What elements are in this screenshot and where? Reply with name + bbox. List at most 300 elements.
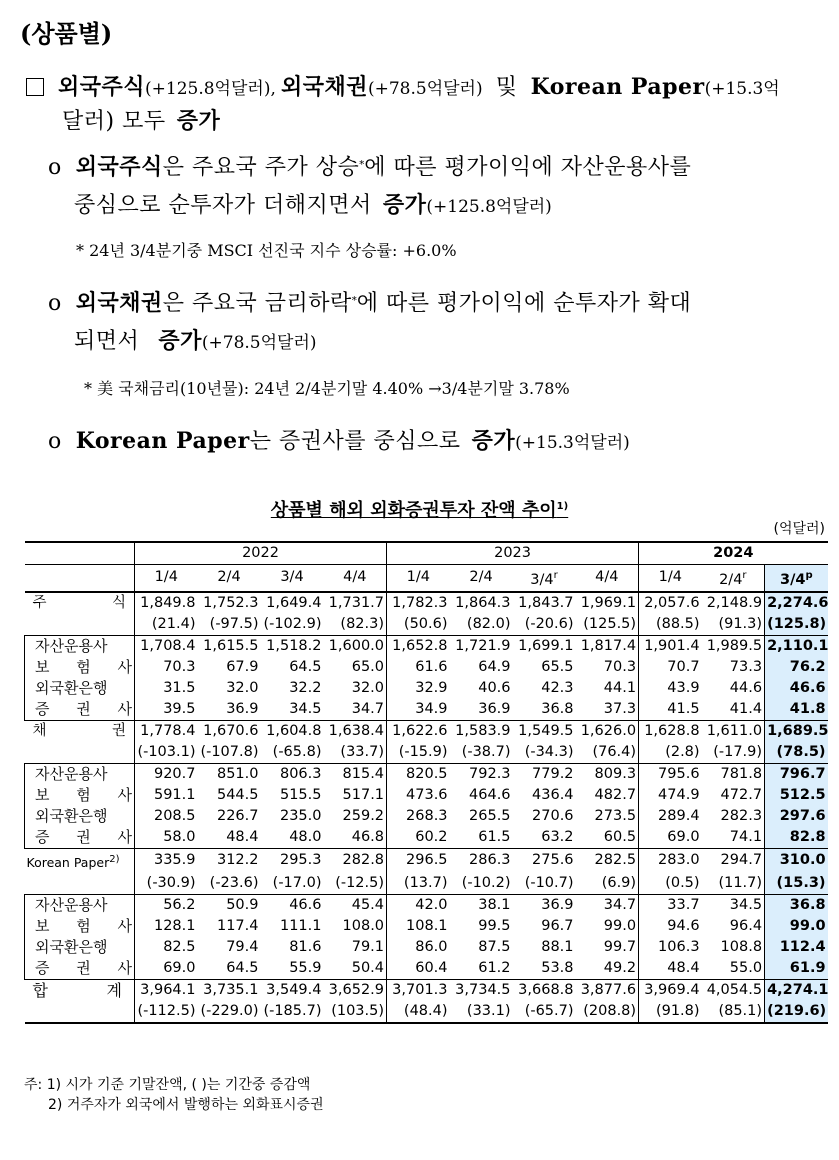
footnote-1: 주: 1) 시가 기준 기말잔액, ( )는 기간중 증감액 <box>24 1077 311 1093</box>
table-cell: (-65.8) <box>272 743 322 760</box>
header-year: 2022 <box>135 542 387 565</box>
table-cell: 1,864.3 <box>455 594 511 611</box>
table-cell: 96.4 <box>729 917 763 934</box>
table-cell: (-30.9) <box>135 873 198 895</box>
table-cell: 283.0 <box>639 848 702 873</box>
table-cell: 473.6 <box>387 785 450 806</box>
table-cell: 472.7 <box>720 786 763 803</box>
table-cell: 796.7 <box>765 763 828 785</box>
table-cell: 464.6 <box>469 786 511 803</box>
table-cell: 806.3 <box>261 763 324 785</box>
table-cell: 86.0 <box>387 937 450 958</box>
table-cell: 43.9 <box>639 678 702 699</box>
table-cell: 282.3 <box>720 807 763 824</box>
sub-row <box>25 894 828 916</box>
header-quarter <box>135 565 198 592</box>
header-quarter-label: 4/4 <box>595 569 619 586</box>
sub-row <box>25 916 828 937</box>
table-cell: 1,849.8 <box>135 592 198 614</box>
header-quarter <box>261 565 324 592</box>
table-cell: 55.0 <box>729 959 763 976</box>
table-cell: 3,964.1 <box>135 979 198 1001</box>
table-cell: 40.6 <box>478 679 511 696</box>
group-label-sup: 2) <box>109 853 120 865</box>
group-total-row <box>25 848 828 873</box>
header-year: 2023 <box>387 542 639 565</box>
table-cell: 53.8 <box>541 959 574 976</box>
bullet-stocks-title: 외국주식 <box>75 154 163 180</box>
bullet-marker: o <box>48 429 62 454</box>
bullet-marker: o <box>48 291 62 316</box>
table-cell: 436.4 <box>532 786 574 803</box>
table-cell: (-17.0) <box>272 874 322 891</box>
table-cell: 99.5 <box>478 917 511 934</box>
table-cell: 851.0 <box>198 763 261 785</box>
table-cell: 76.2 <box>765 657 828 678</box>
table-cell: 3,652.9 <box>324 979 387 1001</box>
header-quarter-label: 1/4 <box>406 569 430 586</box>
table-cell: 50.9 <box>198 894 261 916</box>
header-corner <box>25 565 135 592</box>
group-total-row <box>25 720 828 742</box>
sub-row <box>25 678 828 699</box>
header-quarter <box>387 565 450 592</box>
table-cell: 70.7 <box>639 657 702 678</box>
bullet-stocks-line2 <box>74 188 552 219</box>
table-cell: 1,699.1 <box>513 635 576 657</box>
table-cell: 38.1 <box>450 894 513 916</box>
bullet-kp <box>48 424 630 455</box>
table-cell: 99.0 <box>765 916 828 937</box>
table-cell: 3,735.1 <box>198 979 261 1001</box>
table-cell: 32.0 <box>226 679 259 696</box>
headline-line2 <box>62 104 220 135</box>
table-cell: 820.5 <box>387 763 450 785</box>
table-cell: (-102.9) <box>263 615 322 632</box>
table-cell: 82.5 <box>135 937 198 958</box>
table-cell: 3,668.8 <box>513 979 576 1001</box>
header-quarter-label: 2/4 <box>719 571 743 588</box>
table-cell: 1,843.7 <box>518 594 574 611</box>
sub-row <box>25 763 828 785</box>
grand-total-row <box>25 979 828 1001</box>
table-cell: 36.9 <box>478 700 511 717</box>
sub-label: 자산운용사 <box>25 635 135 657</box>
sub-row <box>25 937 828 958</box>
empty-label <box>25 742 135 764</box>
bullet-bonds-title: 외국채권 <box>75 290 163 316</box>
table-cell: 32.9 <box>387 678 450 699</box>
table-cell: 289.4 <box>639 806 702 827</box>
header-year: 2024 <box>639 542 828 565</box>
table-cell: (0.5) <box>639 873 702 895</box>
header-quarter-label: 1/4 <box>154 569 178 586</box>
header-quarter-label: 4/4 <box>343 569 367 586</box>
headline-stocks: 외국주식 <box>58 74 146 100</box>
sub-label: 자산운용사 <box>25 894 135 916</box>
table-cell: (103.5) <box>324 1001 387 1023</box>
table-cell: 779.2 <box>513 763 576 785</box>
table-cell: 296.5 <box>387 848 450 873</box>
table-cell: 69.0 <box>639 827 702 849</box>
table-cell: (82.3) <box>340 615 385 632</box>
table-cell: 3,969.4 <box>639 979 702 1001</box>
table-cell: 65.0 <box>351 658 385 675</box>
table-cell: (13.7) <box>387 873 450 895</box>
table-cell: 4,274.1 <box>765 979 828 1001</box>
table-cell: 111.1 <box>279 917 322 934</box>
header-quarter-label: 2/4 <box>469 569 493 586</box>
bullet-stocks-text2: 에 따른 평가이익에 자산운용사를 <box>364 155 692 180</box>
table-cell: 482.7 <box>594 786 637 803</box>
table-cell: 61.5 <box>478 828 511 845</box>
group-label <box>25 592 135 614</box>
sub-row <box>25 958 828 980</box>
headline-increase: 증가 <box>176 108 221 134</box>
table-cell: 42.0 <box>387 894 450 916</box>
table-cell: (-97.5) <box>209 615 259 632</box>
header-quarter <box>513 565 576 592</box>
grand-label: 합 계 <box>25 979 135 1001</box>
table-cell: 275.6 <box>513 848 576 873</box>
table-cell: 41.5 <box>639 699 702 721</box>
sub-label: 보 험 사 <box>25 785 135 806</box>
bullet-bonds-text2: 에 따른 평가이익에 순투자가 확대 <box>356 291 692 316</box>
group-label-text: Korean Paper <box>26 854 110 870</box>
sub-label: 외국환은행 <box>25 937 135 958</box>
table-cell: (-34.3) <box>524 743 574 760</box>
table-cell: 815.4 <box>324 763 387 785</box>
header-quarter-label: 3/4 <box>779 571 806 588</box>
checkbox-square-icon <box>26 78 44 96</box>
sub-label: 외국환은행 <box>25 678 135 699</box>
table-cell: 3,549.4 <box>261 979 324 1001</box>
sub-row <box>25 806 828 827</box>
group-label <box>25 848 135 873</box>
group-label-text: 주 식 <box>32 594 126 611</box>
table-cell: 79.1 <box>351 938 385 955</box>
balance-table <box>24 541 828 1024</box>
table-cell: 517.1 <box>342 786 385 803</box>
table-cell: 1,518.2 <box>261 635 324 657</box>
table-cell: 4,054.5 <box>702 979 765 1001</box>
table-cell: 61.6 <box>387 657 450 678</box>
table-cell: (-107.8) <box>200 743 259 760</box>
table-cell: (-112.5) <box>135 1001 198 1023</box>
headline-kp: Korean Paper <box>530 74 705 100</box>
table-cell: 312.2 <box>198 848 261 873</box>
table-cell: (76.4) <box>592 743 637 760</box>
table-cell: 1,731.7 <box>328 594 385 611</box>
bullet-kp-text: 는 증권사를 중심으로 <box>249 429 461 454</box>
footnote-2: 2) 거주자가 외국에서 발행하는 외화표시증권 <box>48 1097 324 1113</box>
table-cell: 34.7 <box>576 894 639 916</box>
sub-label: 증 권 사 <box>25 699 135 721</box>
table-cell: (21.4) <box>135 614 198 636</box>
table-cell: (2.8) <box>639 742 702 764</box>
note-msci: * 24년 3/4분기중 MSCI 선진국 지수 상승률: +6.0% <box>76 241 457 260</box>
table-cell: (88.5) <box>639 614 702 636</box>
table-cell: 106.3 <box>639 937 702 958</box>
bullet-bonds-value: (+78.5억달러) <box>201 333 317 353</box>
table-cell: (-12.5) <box>335 874 385 891</box>
sub-label: 보 험 사 <box>25 657 135 678</box>
table-cell: 1,721.9 <box>450 635 513 657</box>
table-cell: 34.7 <box>351 700 385 717</box>
bullet-stocks-value: (+125.8억달러) <box>426 197 552 217</box>
table-cell: 58.0 <box>135 827 198 849</box>
table-cell: 128.1 <box>135 916 198 937</box>
table-cell: 474.9 <box>639 785 702 806</box>
bullet-bonds <box>48 286 691 317</box>
header-quarter-label: 3/4 <box>280 569 304 586</box>
header-quarter-sup: p <box>805 570 813 581</box>
table-cell: 88.1 <box>541 938 574 955</box>
table-cell: 48.4 <box>639 958 702 980</box>
header-corner <box>25 542 135 565</box>
table-cell: 809.3 <box>576 763 639 785</box>
table-cell: 39.5 <box>135 699 198 721</box>
bullet-stocks-line2-text: 중심으로 순투자가 더해지면서 <box>74 193 372 218</box>
table-cell: (-10.7) <box>524 874 574 891</box>
table-cell: 294.7 <box>702 848 765 873</box>
footnote-mark: * <box>359 159 365 171</box>
sub-row <box>25 827 828 849</box>
bullet-marker: o <box>48 155 62 180</box>
table-cell: 36.8 <box>541 700 574 717</box>
table-cell: 61.2 <box>478 959 511 976</box>
table-cell: 1,778.4 <box>135 720 198 742</box>
table-cell: 1,752.3 <box>203 594 259 611</box>
table-cell: (11.7) <box>718 874 763 891</box>
table-cell: 1,604.8 <box>261 720 324 742</box>
sub-row <box>25 635 828 657</box>
table-cell: 79.4 <box>226 938 259 955</box>
table-cell: 34.5 <box>289 700 322 717</box>
group-total-row <box>25 592 828 614</box>
table-title-sup: 1) <box>556 501 569 512</box>
table-cell: (-38.7) <box>461 743 511 760</box>
table-cell: 108.0 <box>342 917 385 934</box>
table-cell: 1,689.5 <box>765 720 828 742</box>
grand-change-row <box>25 1001 828 1023</box>
table-cell: 544.5 <box>216 786 259 803</box>
sub-row <box>25 699 828 721</box>
table-cell: 46.6 <box>261 894 324 916</box>
table-cell: 1,670.6 <box>198 720 261 742</box>
table-cell: (208.8) <box>576 1001 639 1023</box>
table-cell: 512.5 <box>765 785 828 806</box>
table-cell: 64.9 <box>478 658 511 675</box>
table-cell: 65.5 <box>541 658 574 675</box>
table-cell: 920.7 <box>135 763 198 785</box>
table-cell: 226.7 <box>216 807 259 824</box>
group-change-row <box>25 614 828 636</box>
table-cell: 795.6 <box>639 763 702 785</box>
sub-label: 보 험 사 <box>25 916 135 937</box>
bullet-stocks-text: 은 주요국 주가 상승 <box>162 155 360 180</box>
table-cell: 46.6 <box>765 678 828 699</box>
group-label <box>25 720 135 742</box>
table-cell: 44.6 <box>729 679 763 696</box>
table-cell: 108.8 <box>720 938 763 955</box>
table-cell: 60.5 <box>603 828 637 845</box>
table-title-text: 상품별 해외 외화증권투자 잔액 추이 <box>270 500 557 521</box>
table-cell: (125.8) <box>765 614 828 636</box>
table-cell: 259.2 <box>342 807 385 824</box>
table-cell: 70.3 <box>603 658 637 675</box>
table-cell: 1,817.4 <box>576 635 639 657</box>
table-cell: 94.6 <box>639 916 702 937</box>
table-cell: 235.0 <box>279 807 322 824</box>
empty-label <box>25 1001 135 1023</box>
header-quarter-label: 1/4 <box>658 569 682 586</box>
sub-row <box>25 785 828 806</box>
table-cell: 60.4 <box>387 958 450 980</box>
table-cell: 63.2 <box>541 828 574 845</box>
header-quarter <box>639 565 702 592</box>
table-cell: 34.9 <box>387 699 450 721</box>
bullet-bonds-text: 은 주요국 금리하락 <box>162 291 352 316</box>
header-quarter-sup: r <box>742 570 747 581</box>
table-cell: 1,969.1 <box>580 594 637 611</box>
table-cell: 268.3 <box>387 806 450 827</box>
empty-label <box>25 873 135 895</box>
table-cell: 1,615.5 <box>198 635 261 657</box>
table-title <box>0 496 839 522</box>
table-cell: 48.4 <box>226 828 259 845</box>
header-quarter-sup: r <box>553 570 558 581</box>
sub-row <box>25 657 828 678</box>
table-unit: (억달러) <box>773 521 825 537</box>
header-quarter-label: 3/4 <box>530 571 554 588</box>
table-cell: 1,622.6 <box>387 720 450 742</box>
table-cell: (219.6) <box>765 1001 828 1023</box>
table-cell: 87.5 <box>478 938 511 955</box>
table-cell: 781.8 <box>702 763 765 785</box>
table-cell: 270.6 <box>532 807 574 824</box>
table-cell: 591.1 <box>135 785 198 806</box>
table-cell: (33.1) <box>450 1001 513 1023</box>
bullet-stocks <box>48 150 691 181</box>
table-cell: 74.1 <box>729 828 763 845</box>
table-cell: 81.6 <box>289 938 322 955</box>
table-cell: 282.5 <box>576 848 639 873</box>
table-cell: (-15.9) <box>387 742 450 764</box>
table-cell: 1,611.0 <box>702 720 765 742</box>
headline-conj: 및 <box>495 75 518 100</box>
table-cell: 73.3 <box>729 658 763 675</box>
table-cell: 41.4 <box>729 700 763 717</box>
group-change-row <box>25 742 828 764</box>
table-cell: (48.4) <box>387 1001 450 1023</box>
table-cell: 515.5 <box>279 786 322 803</box>
table-cell: (-17.9) <box>713 743 763 760</box>
headline-kp-value: (+15.3억 <box>704 79 780 99</box>
table-cell: 265.5 <box>469 807 511 824</box>
table-cell: 117.4 <box>216 917 259 934</box>
table-cell: (15.3) <box>765 873 828 895</box>
header-quarters-row <box>25 565 828 592</box>
table-cell: 1,901.4 <box>639 635 702 657</box>
table-cell: 37.3 <box>603 700 637 717</box>
table-cell: (78.5) <box>765 742 828 764</box>
table-cell: 69.0 <box>135 958 198 980</box>
sub-label: 증 권 사 <box>25 958 135 980</box>
table-cell: 70.3 <box>135 657 198 678</box>
table-cell: 335.9 <box>135 848 198 873</box>
table-cell: 1,549.5 <box>513 720 576 742</box>
table-cell: 3,877.6 <box>576 979 639 1001</box>
table-cell: 45.4 <box>324 894 387 916</box>
header-quarter <box>324 565 387 592</box>
table-cell: 2,274.6 <box>765 592 828 614</box>
group-label-text: 채 권 <box>32 722 126 739</box>
bullet-kp-title: Korean Paper <box>75 428 250 454</box>
bullet-kp-value: (+15.3억달러) <box>515 433 630 453</box>
bullet-bonds-increase: 증가 <box>158 328 202 354</box>
table-cell: 1,782.3 <box>387 592 450 614</box>
table-cell: 3,734.5 <box>450 979 513 1001</box>
table-cell: 1,600.0 <box>324 635 387 657</box>
headline-bonds-value: (+78.5억달러) <box>367 79 483 99</box>
sub-label: 증 권 사 <box>25 827 135 849</box>
table-cell: 55.9 <box>289 959 322 976</box>
table-cell: 1,652.8 <box>387 635 450 657</box>
table-cell: (6.9) <box>601 874 637 891</box>
table-cell: 64.5 <box>226 959 259 976</box>
table-cell: (125.5) <box>583 615 637 632</box>
table-cell: (-20.6) <box>524 615 574 632</box>
table-cell: 1,638.4 <box>324 720 387 742</box>
table-cell: 36.9 <box>226 700 259 717</box>
table-cell: 34.5 <box>702 894 765 916</box>
table-cell: 33.7 <box>639 894 702 916</box>
table-cell: 273.5 <box>594 807 637 824</box>
table-cell: 42.3 <box>541 679 574 696</box>
table-cell: 1,989.5 <box>702 635 765 657</box>
table-cell: 208.5 <box>135 806 198 827</box>
section-title: (상품별) <box>20 19 113 48</box>
table-cell: (82.0) <box>466 615 511 632</box>
table-cell: 295.3 <box>261 848 324 873</box>
header-quarter <box>450 565 513 592</box>
header-quarter <box>198 565 261 592</box>
table-cell: 44.1 <box>603 679 637 696</box>
table-cell: 48.0 <box>289 828 322 845</box>
table-cell: 310.0 <box>765 848 828 873</box>
table-cell: (-65.7) <box>513 1001 576 1023</box>
table-cell: 1,708.4 <box>135 635 198 657</box>
header-quarter-label: 2/4 <box>217 569 241 586</box>
bullet-bonds-line2 <box>74 324 317 355</box>
table-cell: 32.2 <box>289 679 322 696</box>
headline-bonds: 외국채권 <box>280 74 368 100</box>
table-cell: 96.7 <box>541 917 574 934</box>
table-cell: (-103.1) <box>135 742 198 764</box>
headline-stocks-value: (+125.8억달러), <box>145 79 276 99</box>
table-cell: 286.3 <box>450 848 513 873</box>
table-cell: (-229.0) <box>198 1001 261 1023</box>
table-cell: 1,649.4 <box>266 594 322 611</box>
table-cell: 49.2 <box>603 959 637 976</box>
table-cell: (-10.2) <box>461 874 511 891</box>
bullet-kp-increase: 증가 <box>471 428 516 454</box>
table-cell: 1,628.8 <box>639 720 702 742</box>
note-us-rates: * 美 국채금리(10년물): 24년 2/4분기말 4.40% →3/4분기말 3.78% <box>84 379 570 398</box>
table-cell: (-23.6) <box>209 874 259 891</box>
headline <box>26 70 780 101</box>
